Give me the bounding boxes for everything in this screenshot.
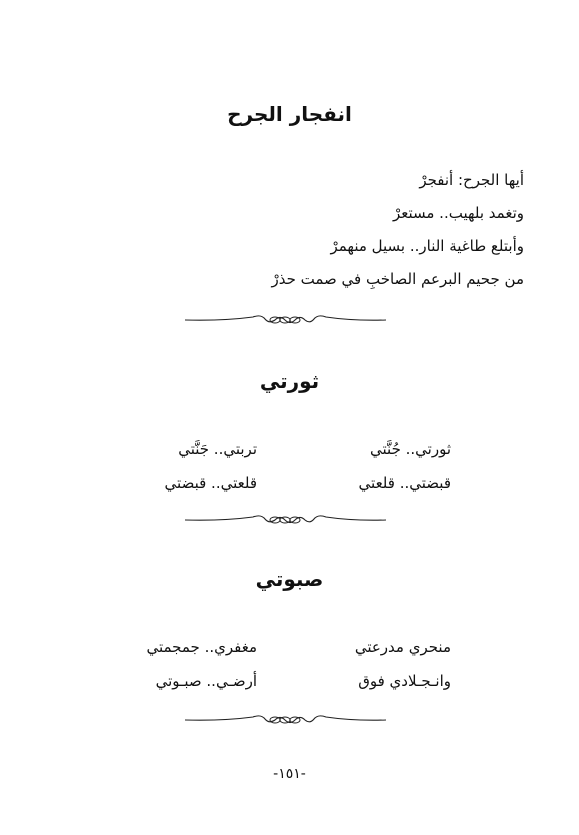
poem-title-thawrati: ثورتي	[259, 369, 320, 393]
poem2-row2-right: قبضتي.. قلعتي	[358, 474, 451, 492]
poem2-row2-left: قلعتي.. قبضتي	[164, 474, 257, 492]
ornament-divider-1	[183, 312, 388, 328]
page-number: -١٥١-	[273, 766, 306, 782]
poem2-row1-right: ثورتي.. جُنَّتي	[370, 440, 451, 458]
poem3-row1-left: مغفري.. جمجمتي	[146, 638, 257, 656]
verse-line-1: أيها الجرح: أنفجرْ	[419, 171, 524, 189]
ornament-divider-3	[183, 712, 388, 728]
poem3-row2-right: وانـجـلادي فوق	[358, 672, 451, 690]
verse-line-3: وأبتلع طاغية النار.. بسيل منهمرْ	[330, 237, 524, 255]
ornament-divider-2	[183, 512, 388, 528]
poem2-row1-left: تربتي.. جَنَّتي	[178, 440, 257, 458]
verse-line-4: من جحيم البرعم الصاخبِ في صمت حذرْ	[271, 270, 524, 288]
verse-line-2: وتغمد بلهيب.. مستعرْ	[392, 204, 524, 222]
poem3-row1-right: منحري مدرعتي	[354, 638, 451, 656]
poem3-row2-left: أرضـي.. صبـوتي	[155, 672, 257, 690]
poem-title-infijar-aljurh: انفجار الجرح	[227, 102, 352, 126]
poem-title-sabwati: صبوتي	[255, 567, 324, 591]
